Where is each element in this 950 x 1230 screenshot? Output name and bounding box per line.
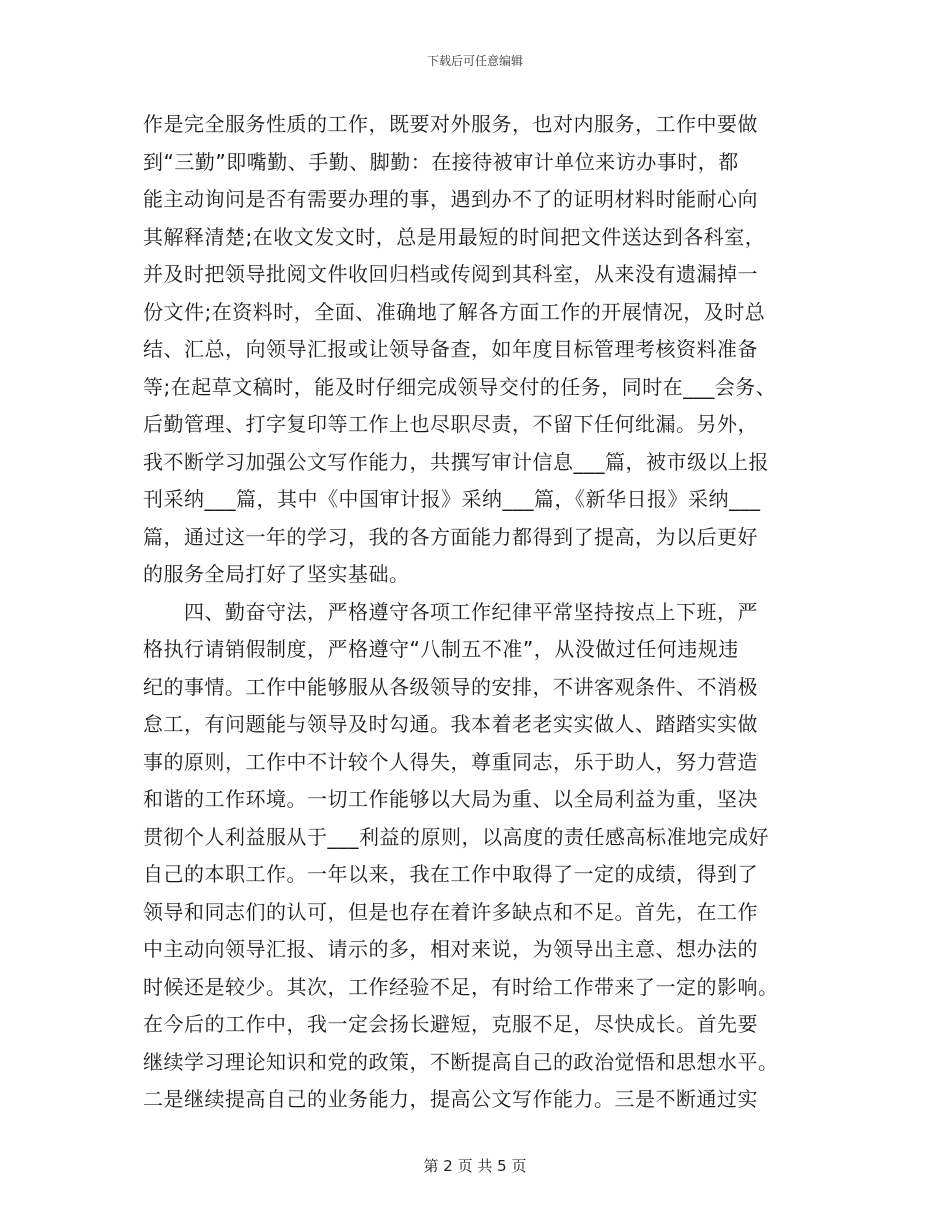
body-line: 领导和同志们的认可，但是也存在着许多缺点和不足。首先，在工作: [143, 899, 758, 924]
body-line: 作是完全服务性质的工作，既要对外服务，也对内服务，工作中要做: [143, 112, 758, 136]
body-line: 格执行请销假制度，严格遵守“八制五不准”，从没做过任何违规违: [143, 637, 739, 661]
body-line: 纪的事情。工作中能够服从各级领导的安排，不讲客观条件、不消极: [143, 674, 758, 699]
body-line: 其解释清楚;在收文发文时，总是用最短的时间把文件送达到各科室，: [143, 224, 766, 249]
body-line: 的服务全局打好了坚实基础。: [143, 562, 410, 586]
body-line: 份文件;在资料时，全面、准确地了解各方面工作的开展情况，及时总: [143, 299, 766, 324]
body-line: 到“三勤”即嘴勤、手勤、脚勤：在接待被审计单位来访办事时，都: [143, 149, 739, 174]
body-line: 在今后的工作中，我一定会扬长避短，克服不足，尽快成长。首先要: [143, 1012, 758, 1036]
body-line: 等;在起草文稿时，能及时仔细完成领导交付的任务，同时在___会务、: [143, 374, 777, 399]
body-line: 继续学习理论知识和党的政策，不断提高自己的政治觉悟和思想水平。: [143, 1049, 779, 1074]
document-body: [143, 106, 807, 1119]
body-line: 时候还是较少。其次，工作经验不足，有时给工作带来了一定的影响。: [143, 974, 779, 999]
page-number: 第 2 页 共 5 页: [423, 1157, 527, 1175]
body-line: 能主动询问是否有需要办理的事，遇到办不了的证明材料时能耐心向: [143, 187, 758, 211]
body-line: 四、勤奋守法，严格遵守各项工作纪律平常坚持按点上下班，严: [143, 599, 758, 624]
body-line: 篇，通过这一年的学习，我的各方面能力都得到了提高，为以后更好: [143, 524, 758, 549]
body-line: 刊采纳___篇，其中《中国审计报》采纳___篇，《新华日报》采纳___: [143, 487, 761, 511]
body-line: 结、汇总，向领导汇报或让领导备查，如年度目标管理考核资料准备: [143, 337, 758, 361]
body-line: 贯彻个人利益服从于___利益的原则，以高度的责任感高标准地完成好: [143, 824, 769, 849]
body-line: 后勤管理、打字复印等工作上也尽职尽责，不留下任何纰漏。另外，: [143, 412, 758, 436]
body-line: 事的原则，工作中不计较个人得失，尊重同志，乐于助人，努力营造: [143, 749, 758, 774]
body-line: 中主动向领导汇报、请示的多，相对来说，为领导出主意、想办法的: [143, 937, 758, 961]
body-line: 怠工，有问题能与领导及时勾通。我本着老老实实做人、踏踏实实做: [143, 712, 758, 736]
body-line: 并及时把领导批阅文件收回归档或传阅到其科室，从来没有遗漏掉一: [143, 262, 758, 286]
body-line: 和谐的工作环境。一切工作能够以大局为重、以全局利益为重，坚决: [143, 787, 758, 811]
page-header: 下载后可任意编辑: [426, 54, 523, 68]
body-line: 二是继续提高自己的业务能力，提高公文写作能力。三是不断通过实: [143, 1087, 758, 1111]
body-line: 我不断学习加强公文写作能力，共撰写审计信息___篇，被市级以上报: [143, 449, 769, 474]
body-line: 自己的本职工作。一年以来，我在工作中取得了一定的成绩，得到了: [143, 862, 758, 886]
